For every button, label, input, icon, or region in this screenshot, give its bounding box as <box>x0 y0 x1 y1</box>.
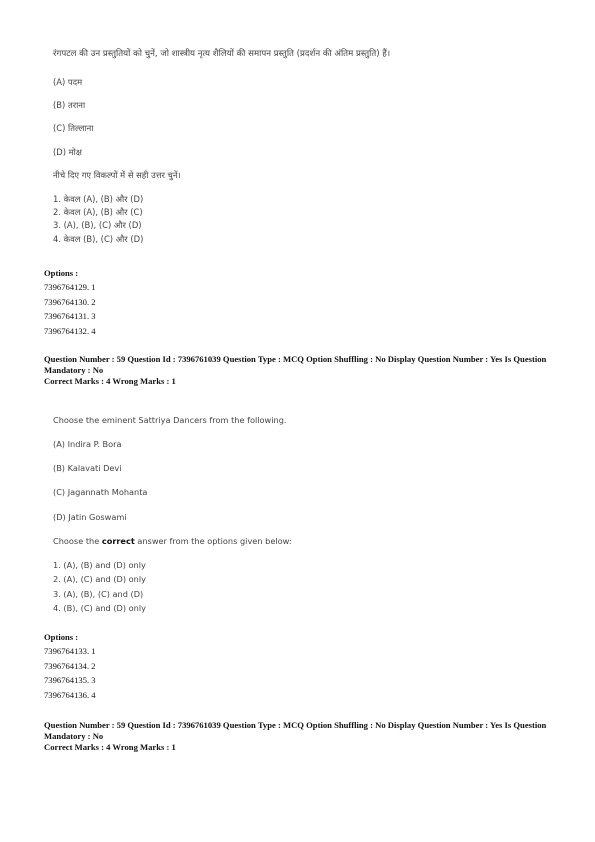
option-row: 7396764132. 4 <box>44 325 96 336</box>
option-row: 7396764135. 3 <box>44 675 96 686</box>
question-meta-details: Question Number : 59 Question Id : 7396761039 Question Type : MCQ Option Shuffling : No Display Question Number : Yes Is Question Mandatory : No <box>44 354 547 375</box>
option-row: 7396764130. 2 <box>44 296 96 307</box>
answer-choice: 2. केवल (A), (B) और (C) <box>53 207 143 218</box>
options-label: Options : <box>44 632 79 642</box>
question-item: (B) Kalavati Devi <box>53 463 122 473</box>
question-instruction: नीचे दिए गए विकल्पों में से सही उत्तर चुनें। <box>53 170 181 180</box>
answer-choices <box>53 193 143 246</box>
question-item: (D) Jatin Goswami <box>53 512 127 522</box>
question-text: रंगपटल की उन प्रस्तुतियों को चुनें, जो शास्त्रीय नृत्य शैलियों की समापन प्रस्तुति (प्रदर्शन की अंतिम प्रस्तुति) हैं। <box>53 49 391 59</box>
question-item: (A) पदम <box>53 77 83 87</box>
question-instruction <box>53 536 292 546</box>
answer-choice: 3. (A), (B), (C) और (D) <box>53 220 142 231</box>
answer-choice: 4. केवल (B), (C) और (D) <box>53 233 144 244</box>
question-item: (C) तिल्लाना <box>53 123 94 133</box>
question-item: (B) तराना <box>53 100 86 110</box>
answer-choices <box>53 558 146 616</box>
question-item: (A) Indira P. Bora <box>53 439 122 449</box>
question-item: (C) Jagannath Mohanta <box>53 487 148 497</box>
question-meta <box>44 720 564 753</box>
question-meta <box>44 354 564 387</box>
question-marks: Correct Marks : 4 Wrong Marks : 1 <box>44 376 176 386</box>
instruction-emphasis: correct <box>101 536 135 546</box>
options-list <box>44 644 96 702</box>
answer-choice: 2. (A), (C) and (D) only <box>53 574 146 585</box>
instruction-text: Choose the <box>53 536 102 546</box>
answer-choice: 1. (A), (B) and (D) only <box>53 560 146 570</box>
option-row: 7396764136. 4 <box>44 689 96 700</box>
option-row: 7396764134. 2 <box>44 660 96 671</box>
question-meta-details: Question Number : 59 Question Id : 7396761039 Question Type : MCQ Option Shuffling : No Display Question Number : Yes Is Question Mandatory : No <box>44 720 547 741</box>
option-row: 7396764129. 1 <box>44 282 96 292</box>
question-item: (D) मोक्ष <box>53 147 82 157</box>
answer-choice: 3. (A), (B), (C) and (D) <box>53 588 144 599</box>
instruction-text: answer from the options given below: <box>134 536 292 546</box>
option-row: 7396764133. 1 <box>44 646 96 656</box>
question-marks: Correct Marks : 4 Wrong Marks : 1 <box>44 742 176 752</box>
question-text: Choose the eminent Sattriya Dancers from the following. <box>53 415 287 425</box>
option-row: 7396764131. 3 <box>44 311 96 322</box>
answer-choice: 1. केवल (A), (B) और (D) <box>53 194 144 204</box>
options-list <box>44 280 96 338</box>
options-label: Options : <box>44 268 79 278</box>
answer-choice: 4. (B), (C) and (D) only <box>53 603 146 614</box>
